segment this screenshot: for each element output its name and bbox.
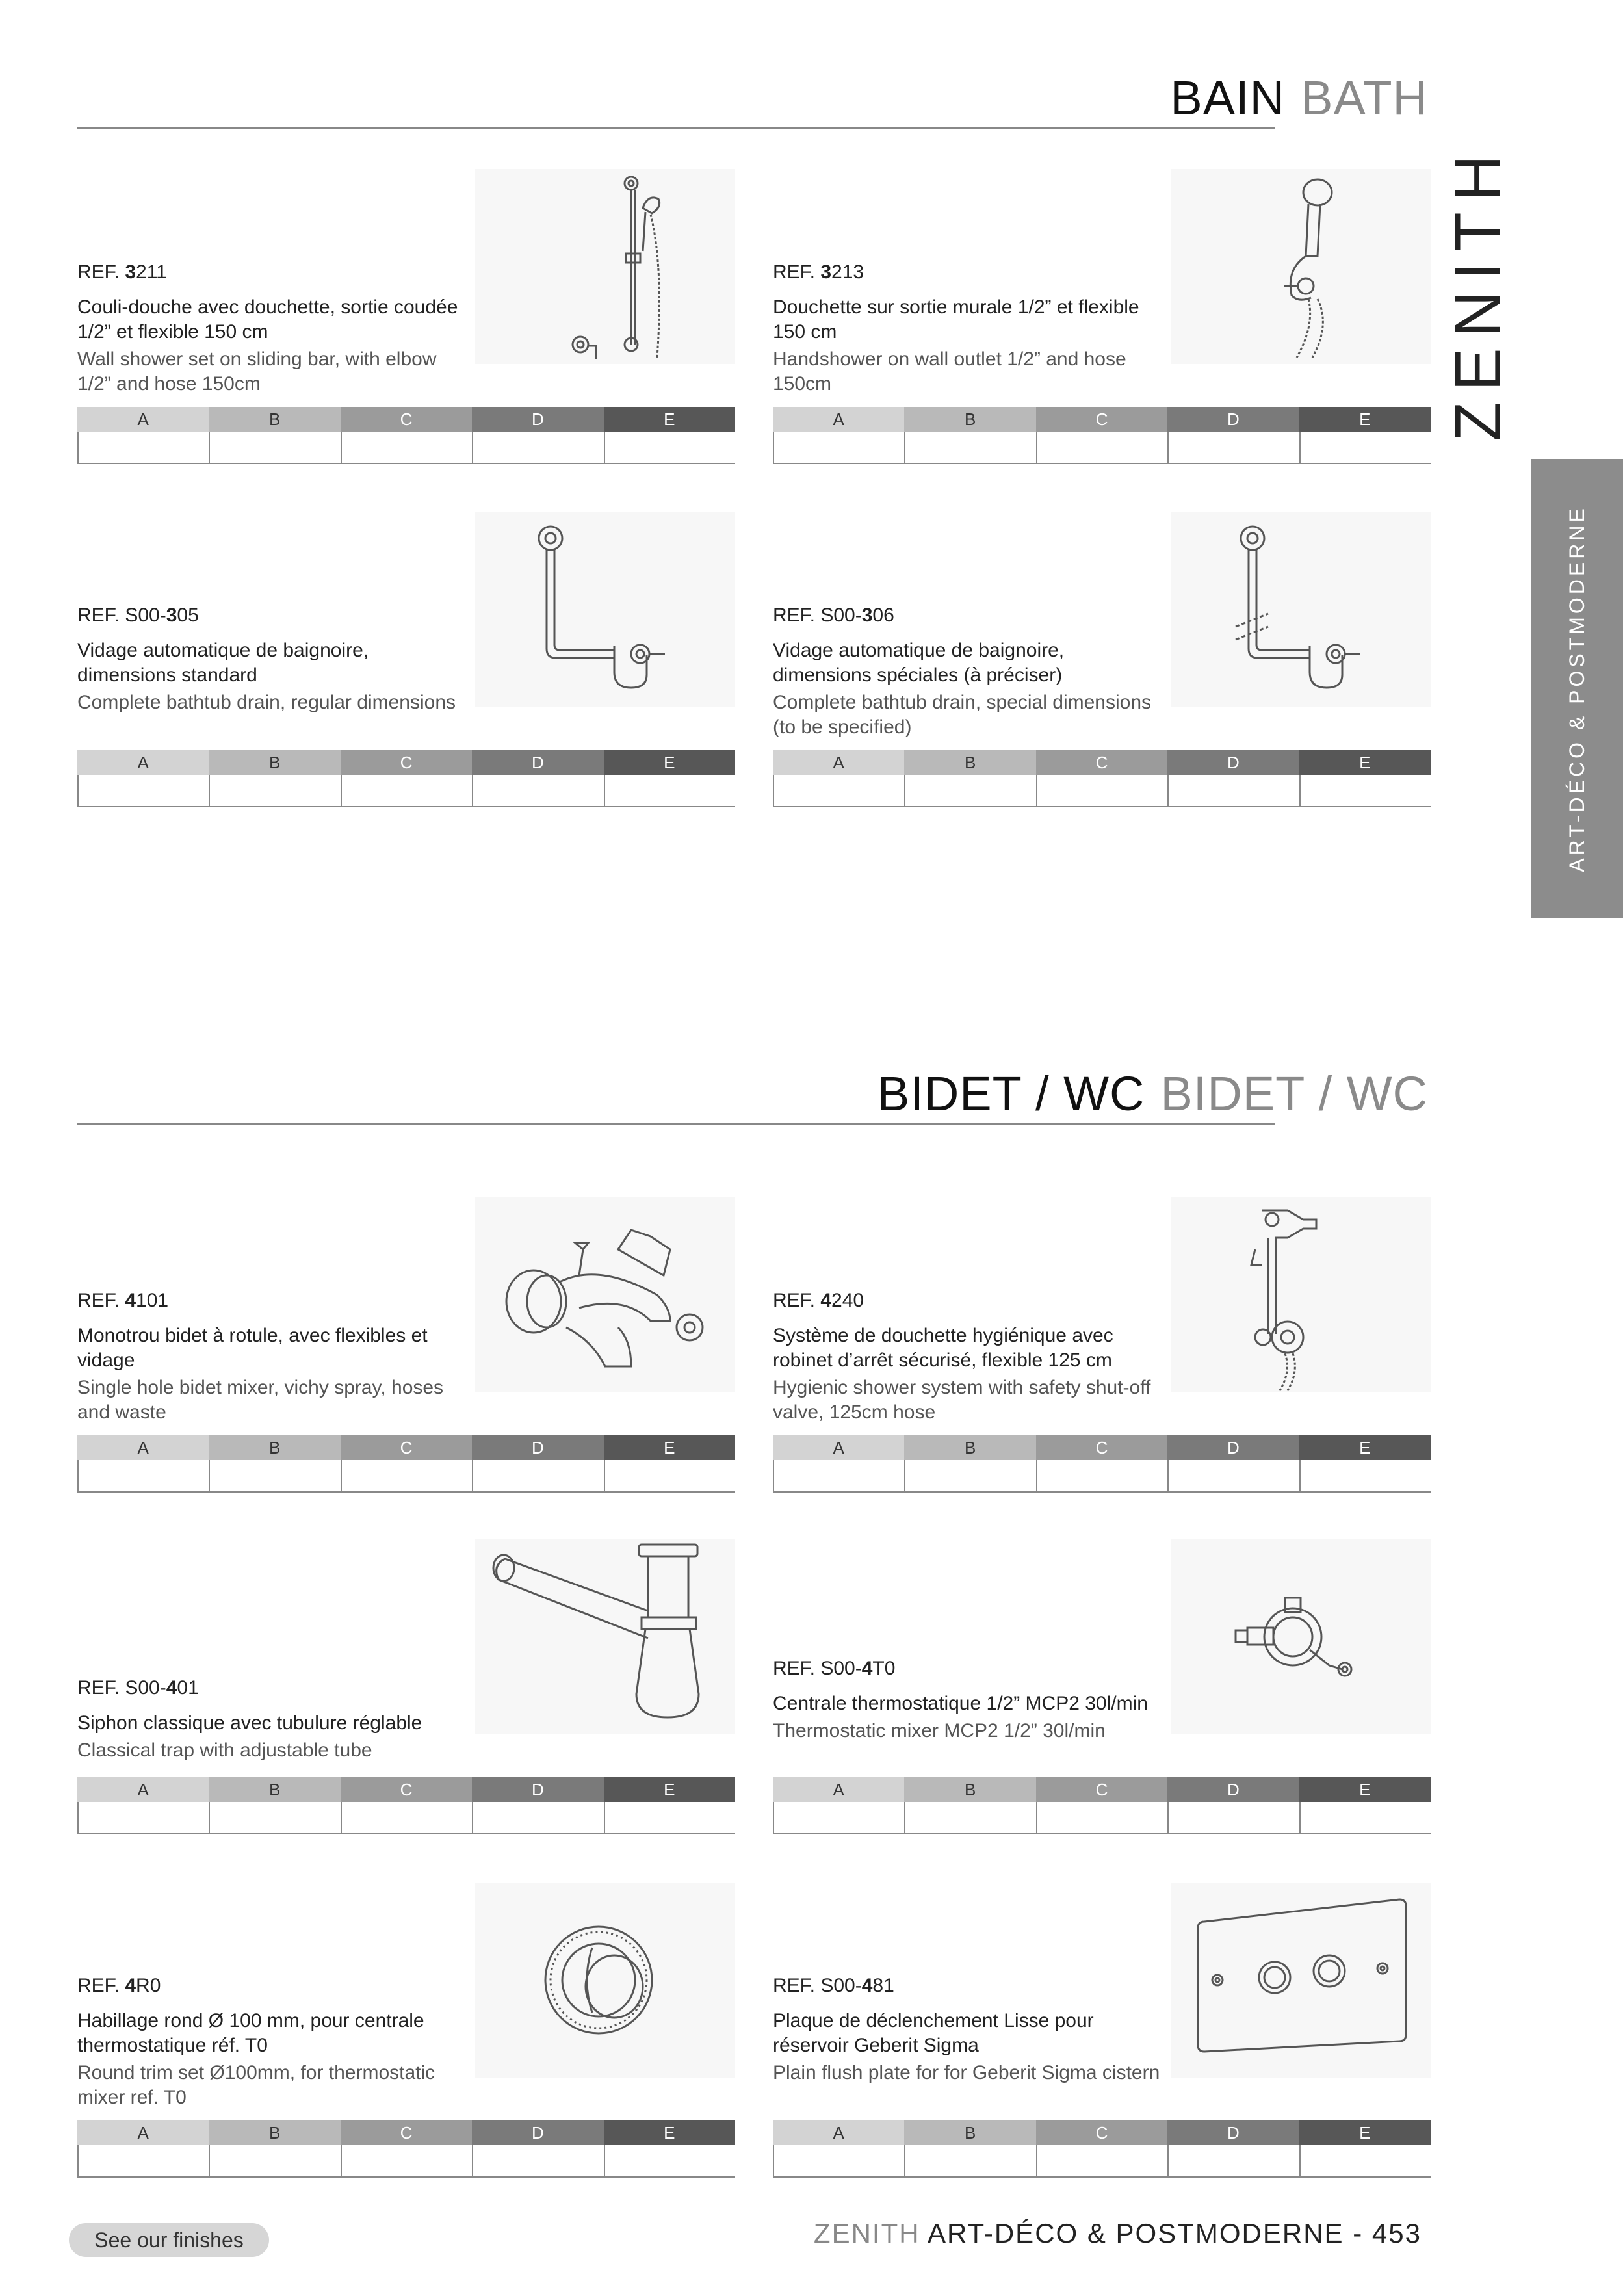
brand-vertical bbox=[1442, 144, 1515, 441]
finish-cell-b[interactable] bbox=[905, 2145, 1037, 2176]
siphon-trap-icon bbox=[475, 1539, 735, 1734]
finish-cell-e[interactable] bbox=[1301, 2145, 1431, 2176]
product-ref: REF. S00-305 bbox=[77, 605, 199, 626]
finish-cell-c[interactable] bbox=[1037, 432, 1169, 463]
product-ref: REF. S00-401 bbox=[77, 1677, 199, 1699]
finish-header-c: C bbox=[341, 1435, 472, 1460]
finish-header-c: C bbox=[1036, 2120, 1167, 2145]
finish-header-d: D bbox=[472, 1777, 603, 1802]
finish-header-a: A bbox=[77, 1435, 209, 1460]
finish-header-c: C bbox=[341, 407, 472, 432]
finish-header-d: D bbox=[1167, 750, 1299, 775]
finish-cell-a[interactable] bbox=[774, 2145, 905, 2176]
page-footer bbox=[814, 2218, 1422, 2249]
product-desc-en: Wall shower set on sliding bar, with elbow 1/2” and hose 150cm bbox=[77, 348, 437, 395]
page-number: 453 bbox=[1371, 2218, 1422, 2249]
finish-cell-a[interactable] bbox=[774, 432, 905, 463]
finish-cell-c[interactable] bbox=[1037, 1460, 1169, 1491]
product-desc-en: Plain flush plate for for Geberit Sigma cistern bbox=[773, 2062, 1160, 2083]
finish-header-d: D bbox=[472, 2120, 603, 2145]
finish-cell-a[interactable] bbox=[79, 775, 210, 806]
round-trim-icon bbox=[475, 1883, 735, 2078]
product-ref: REF. 4R0 bbox=[77, 1975, 161, 1996]
finish-header-b: B bbox=[209, 1777, 340, 1802]
product-desc-fr: Habillage rond Ø 100 mm, pour centrale thermostatique réf. T0 bbox=[77, 2010, 424, 2056]
product-card bbox=[773, 1539, 1431, 1835]
finish-cell-c[interactable] bbox=[342, 775, 473, 806]
finish-header-c: C bbox=[341, 750, 472, 775]
finish-cell-b[interactable] bbox=[210, 775, 341, 806]
section-divider bbox=[77, 1123, 1275, 1125]
finish-cell-b[interactable] bbox=[210, 432, 341, 463]
finish-header-e: E bbox=[604, 750, 735, 775]
product-desc-en: Complete bathtub drain, special dimensions (to be specified) bbox=[773, 692, 1151, 738]
finish-header-d: D bbox=[1167, 1435, 1299, 1460]
product-desc-en: Complete bathtub drain, regular dimensions bbox=[77, 692, 456, 713]
collection-side-tab-label: ART-DÉCO & POSTMODERNE bbox=[1565, 504, 1589, 872]
finish-cell-b[interactable] bbox=[905, 432, 1037, 463]
finish-header-c: C bbox=[1036, 1777, 1167, 1802]
product-card bbox=[77, 1197, 735, 1493]
finish-header-a: A bbox=[773, 407, 904, 432]
finish-header-a: A bbox=[773, 750, 904, 775]
product-ref: REF. 3213 bbox=[773, 261, 864, 283]
finish-cell-d[interactable] bbox=[1169, 432, 1300, 463]
product-ref: REF. 4101 bbox=[77, 1290, 169, 1311]
finish-cell-b[interactable] bbox=[210, 1460, 341, 1491]
finish-header-e: E bbox=[604, 2120, 735, 2145]
finish-cell-d[interactable] bbox=[473, 1802, 604, 1833]
bath-drain-icon bbox=[475, 512, 735, 707]
product-card bbox=[77, 512, 735, 808]
finish-cell-a[interactable] bbox=[79, 2145, 210, 2176]
finish-header-b: B bbox=[904, 750, 1035, 775]
finish-cell-d[interactable] bbox=[473, 775, 604, 806]
finish-header-b: B bbox=[904, 407, 1035, 432]
finish-cell-c[interactable] bbox=[342, 1802, 473, 1833]
bidet-mixer-icon bbox=[475, 1197, 735, 1392]
finish-cell-e[interactable] bbox=[1301, 432, 1431, 463]
finish-cell-b[interactable] bbox=[905, 1460, 1037, 1491]
product-card bbox=[77, 1539, 735, 1835]
finish-table bbox=[77, 1777, 735, 1834]
thermostatic-mixer-icon bbox=[1171, 1539, 1431, 1734]
finish-cell-c[interactable] bbox=[342, 2145, 473, 2176]
finish-cell-d[interactable] bbox=[1169, 1460, 1300, 1491]
finish-header-a: A bbox=[77, 407, 209, 432]
finish-cell-e[interactable] bbox=[1301, 1460, 1431, 1491]
finish-cell-a[interactable] bbox=[79, 1802, 210, 1833]
sliding-shower-bar-icon bbox=[475, 169, 735, 364]
product-card bbox=[77, 169, 735, 465]
finish-header-e: E bbox=[1299, 1777, 1431, 1802]
finish-header-b: B bbox=[209, 1435, 340, 1460]
finish-cell-a[interactable] bbox=[79, 432, 210, 463]
finish-cell-b[interactable] bbox=[905, 1802, 1037, 1833]
finish-table bbox=[773, 2120, 1431, 2178]
product-desc-fr: Douchette sur sortie murale 1/2” et flexible 150 cm bbox=[773, 296, 1139, 343]
finish-cell-c[interactable] bbox=[1037, 2145, 1169, 2176]
section-title-en: BATH bbox=[1301, 71, 1428, 125]
finish-header-e: E bbox=[1299, 2120, 1431, 2145]
finish-table bbox=[773, 1435, 1431, 1493]
finish-table bbox=[77, 407, 735, 464]
finish-header-e: E bbox=[1299, 1435, 1431, 1460]
finish-cell-e[interactable] bbox=[605, 1802, 735, 1833]
product-desc-fr: Centrale thermostatique 1/2” MCP2 30l/min bbox=[773, 1693, 1148, 1714]
product-desc-fr: Monotrou bidet à rotule, avec flexibles et vidage bbox=[77, 1325, 428, 1371]
section-divider bbox=[77, 127, 1275, 129]
product-desc-en: Classical trap with adjustable tube bbox=[77, 1740, 372, 1761]
finish-header-e: E bbox=[604, 1435, 735, 1460]
finish-header-a: A bbox=[77, 2120, 209, 2145]
collection-side-tab[interactable] bbox=[1531, 459, 1623, 918]
product-card bbox=[773, 1883, 1431, 2178]
see-finishes-button[interactable]: See our finishes bbox=[69, 2223, 269, 2257]
section-title-bidet bbox=[877, 1066, 1428, 1121]
product-desc-en: Thermostatic mixer MCP2 1/2” 30l/min bbox=[773, 1720, 1106, 1742]
finish-cell-b[interactable] bbox=[905, 775, 1037, 806]
bath-drain-special-icon bbox=[1171, 512, 1431, 707]
finish-header-c: C bbox=[341, 2120, 472, 2145]
finish-header-e: E bbox=[1299, 407, 1431, 432]
finish-header-b: B bbox=[904, 1435, 1035, 1460]
hygienic-shower-icon bbox=[1171, 1197, 1431, 1392]
finish-header-e: E bbox=[604, 1777, 735, 1802]
finish-header-b: B bbox=[904, 1777, 1035, 1802]
product-desc-fr: Vidage automatique de baignoire, dimensions spéciales (à préciser) bbox=[773, 640, 1065, 686]
finish-cell-e[interactable] bbox=[605, 775, 735, 806]
product-desc-fr: Plaque de déclenchement Lisse pour réservoir Geberit Sigma bbox=[773, 2010, 1094, 2056]
finish-header-a: A bbox=[77, 750, 209, 775]
finish-table bbox=[77, 750, 735, 807]
finish-table bbox=[773, 1777, 1431, 1834]
product-desc-en: Handshower on wall outlet 1/2” and hose 150cm bbox=[773, 348, 1126, 395]
finish-table bbox=[773, 750, 1431, 807]
footer-collection: ART-DÉCO & POSTMODERNE bbox=[927, 2218, 1344, 2249]
section-title-en: BIDET / WC bbox=[1160, 1067, 1428, 1121]
finish-header-d: D bbox=[472, 750, 603, 775]
finish-cell-a[interactable] bbox=[79, 1460, 210, 1491]
product-desc-en: Hygienic shower system with safety shut-off valve, 125cm hose bbox=[773, 1377, 1151, 1423]
finish-header-b: B bbox=[209, 750, 340, 775]
product-card bbox=[773, 169, 1431, 465]
product-ref: REF. 3211 bbox=[77, 261, 167, 283]
finish-cell-e[interactable] bbox=[1301, 1802, 1431, 1833]
finish-header-b: B bbox=[209, 407, 340, 432]
section-title-fr: BIDET / WC bbox=[877, 1067, 1145, 1121]
product-desc-en: Single hole bidet mixer, vichy spray, hoses and waste bbox=[77, 1377, 444, 1423]
product-ref: REF. S00-481 bbox=[773, 1975, 894, 1996]
finish-cell-c[interactable] bbox=[1037, 1802, 1169, 1833]
finish-cell-d[interactable] bbox=[473, 2145, 604, 2176]
finish-cell-c[interactable] bbox=[342, 432, 473, 463]
product-card bbox=[773, 1197, 1431, 1493]
finish-table bbox=[77, 2120, 735, 2178]
finish-header-a: A bbox=[773, 1777, 904, 1802]
product-desc-fr: Siphon classique avec tubulure réglable bbox=[77, 1712, 422, 1734]
finish-header-b: B bbox=[209, 2120, 340, 2145]
finish-header-d: D bbox=[472, 407, 603, 432]
finish-cell-e[interactable] bbox=[605, 1460, 735, 1491]
finish-header-e: E bbox=[604, 407, 735, 432]
finish-cell-d[interactable] bbox=[473, 432, 604, 463]
product-ref: REF. S00-306 bbox=[773, 605, 894, 626]
product-ref: REF. S00-4T0 bbox=[773, 1658, 896, 1679]
finish-cell-b[interactable] bbox=[210, 1802, 341, 1833]
finish-cell-d[interactable] bbox=[473, 1460, 604, 1491]
product-desc-fr: Système de douchette hygiénique avec robinet d’arrêt sécurisé, flexible 125 cm bbox=[773, 1325, 1113, 1371]
footer-separator: - bbox=[1353, 2218, 1364, 2249]
brand-vertical-text: ZENITH bbox=[1442, 144, 1515, 441]
finish-header-c: C bbox=[341, 1777, 472, 1802]
finish-cell-b[interactable] bbox=[210, 2145, 341, 2176]
product-card bbox=[773, 512, 1431, 808]
finish-cell-d[interactable] bbox=[1169, 1802, 1300, 1833]
product-desc-en: Round trim set Ø100mm, for thermostatic mixer ref. T0 bbox=[77, 2062, 435, 2108]
finish-header-c: C bbox=[1036, 407, 1167, 432]
product-card bbox=[77, 1883, 735, 2178]
finish-header-c: C bbox=[1036, 1435, 1167, 1460]
finish-header-e: E bbox=[1299, 750, 1431, 775]
finish-table bbox=[773, 407, 1431, 464]
finish-header-d: D bbox=[1167, 407, 1299, 432]
finish-cell-a[interactable] bbox=[774, 1460, 905, 1491]
product-ref: REF. 4240 bbox=[773, 1290, 864, 1311]
finish-cell-d[interactable] bbox=[1169, 2145, 1300, 2176]
finish-header-b: B bbox=[904, 2120, 1035, 2145]
product-desc-fr: Couli-douche avec douchette, sortie coudée 1/2” et flexible 150 cm bbox=[77, 296, 458, 343]
handshower-icon bbox=[1171, 169, 1431, 364]
finish-header-a: A bbox=[77, 1777, 209, 1802]
flush-plate-icon bbox=[1171, 1883, 1431, 2078]
section-title-fr: BAIN bbox=[1170, 71, 1286, 125]
finish-header-a: A bbox=[773, 1435, 904, 1460]
finish-cell-c[interactable] bbox=[1037, 775, 1169, 806]
finish-header-d: D bbox=[472, 1435, 603, 1460]
finish-table bbox=[77, 1435, 735, 1493]
finish-header-d: D bbox=[1167, 1777, 1299, 1802]
footer-brand: ZENITH bbox=[813, 2218, 920, 2249]
finish-cell-e[interactable] bbox=[605, 432, 735, 463]
finish-cell-e[interactable] bbox=[605, 2145, 735, 2176]
section-title-bath bbox=[1170, 70, 1428, 125]
finish-header-d: D bbox=[1167, 2120, 1299, 2145]
product-desc-fr: Vidage automatique de baignoire, dimensions standard bbox=[77, 640, 369, 686]
finish-header-a: A bbox=[773, 2120, 904, 2145]
finish-header-c: C bbox=[1036, 750, 1167, 775]
finish-cell-d[interactable] bbox=[1169, 775, 1300, 806]
finish-cell-a[interactable] bbox=[774, 775, 905, 806]
finish-cell-a[interactable] bbox=[774, 1802, 905, 1833]
finish-cell-e[interactable] bbox=[1301, 775, 1431, 806]
finish-cell-c[interactable] bbox=[342, 1460, 473, 1491]
